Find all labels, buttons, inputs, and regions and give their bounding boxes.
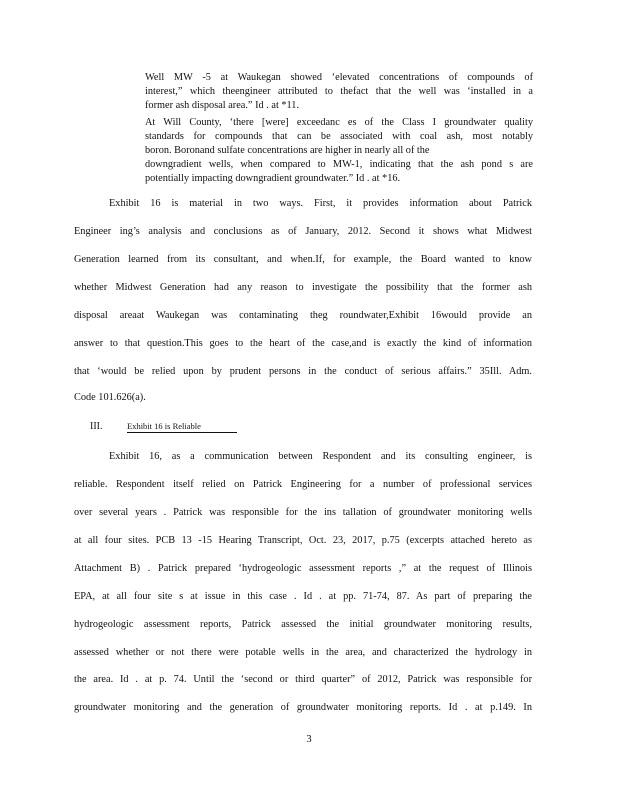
paragraph-1-line: whether Midwest Generation had any reason to investigate the possibility that the former ash: [74, 282, 532, 293]
section-number: III.: [90, 421, 103, 432]
bullet-2-line-2: standards for compounds that can be associated with coal ash, most notably: [145, 131, 533, 142]
section-title: Exhibit 16 is Reliable: [127, 421, 237, 433]
paragraph-1-line: Exhibit 16 is material in two ways. First, it provides information about Patrick: [109, 198, 532, 209]
bullet-2-line-4: downgradient wells, when compared to MW-1, indicating that the ash pond s are: [145, 159, 533, 170]
bullet-1-line-3: former ash disposal area.” Id . at *11.: [145, 100, 300, 111]
bullet-1-line-1: Well MW -5 at Waukegan showed ‘elevated concentrations of compounds of: [145, 72, 533, 83]
paragraph-2-line: EPA, at all four site s at issue in this case . Id . at pp. 71-74, 87. As part of preparing the: [74, 591, 532, 602]
section-heading: [90, 421, 237, 433]
paragraph-2-line: reliable. Respondent itself relied on Patrick Engineering for a number of professional services: [74, 479, 532, 490]
paragraph-1-line: that ‘would be relied upon by prudent persons in the conduct of serious affairs.” 35Ill. Adm.: [74, 366, 532, 377]
paragraph-2-line: groundwater monitoring and the generation of groundwater monitoring reports. Id . at p.149. In: [74, 702, 532, 713]
paragraph-2-line: hydrogeologic assessment reports, Patrick assessed the initial groundwater monitoring results,: [74, 619, 532, 630]
paragraph-2-line: assessed whether or not there were potable wells in the area, and characterized the hydrology in: [74, 647, 532, 658]
paragraph-1-line: Code 101.626(a).: [74, 392, 146, 403]
paragraph-2-line: Attachment B) . Patrick prepared ‘hydrogeologic assessment reports ,” at the request of Illinois: [74, 563, 532, 574]
paragraph-2-line: over several years . Patrick was responsible for the ins tallation of groundwater monitoring wells: [74, 507, 532, 518]
page-number: 3: [306, 734, 312, 745]
bullet-2-line-3: boron. Boronand sulfate concentrations are higher in nearly all of the: [145, 145, 430, 156]
paragraph-1-line: Generation learned from its consultant, and when.If, for example, the Board wanted to know: [74, 254, 532, 265]
paragraph-2-line: the area. Id . at p. 74. Until the ‘second or third quarter” of 2012, Patrick was responsible for: [74, 674, 532, 685]
paragraph-2-line: Exhibit 16, as a communication between Respondent and its consulting engineer, is: [109, 451, 532, 462]
paragraph-1-line: disposal areaat Waukegan was contaminating theg roundwater,Exhibit 16would provide an: [74, 310, 532, 321]
bullet-2-line-5: potentially impacting downgradient groundwater.” Id . at *16.: [145, 173, 401, 184]
paragraph-1-line: Engineer ing’s analysis and conclusions as of January, 2012. Second it shows what Midwest: [74, 226, 532, 237]
paragraph-2-line: at all four sites. PCB 13 -15 Hearing Transcript, Oct. 23, 2017, p.75 (excerpts attached hereto as: [74, 535, 532, 546]
bullet-2-line-1: At Will County, ‘there [were] exceedanc es of the Class I groundwater quality: [145, 117, 533, 128]
bullet-1-line-2: interest,” which theengineer attributed to thefact that the well was ‘installed in a: [145, 86, 533, 97]
paragraph-1-line: answer to that question.This goes to the heart of the case,and is exactly the kind of information: [74, 338, 532, 349]
